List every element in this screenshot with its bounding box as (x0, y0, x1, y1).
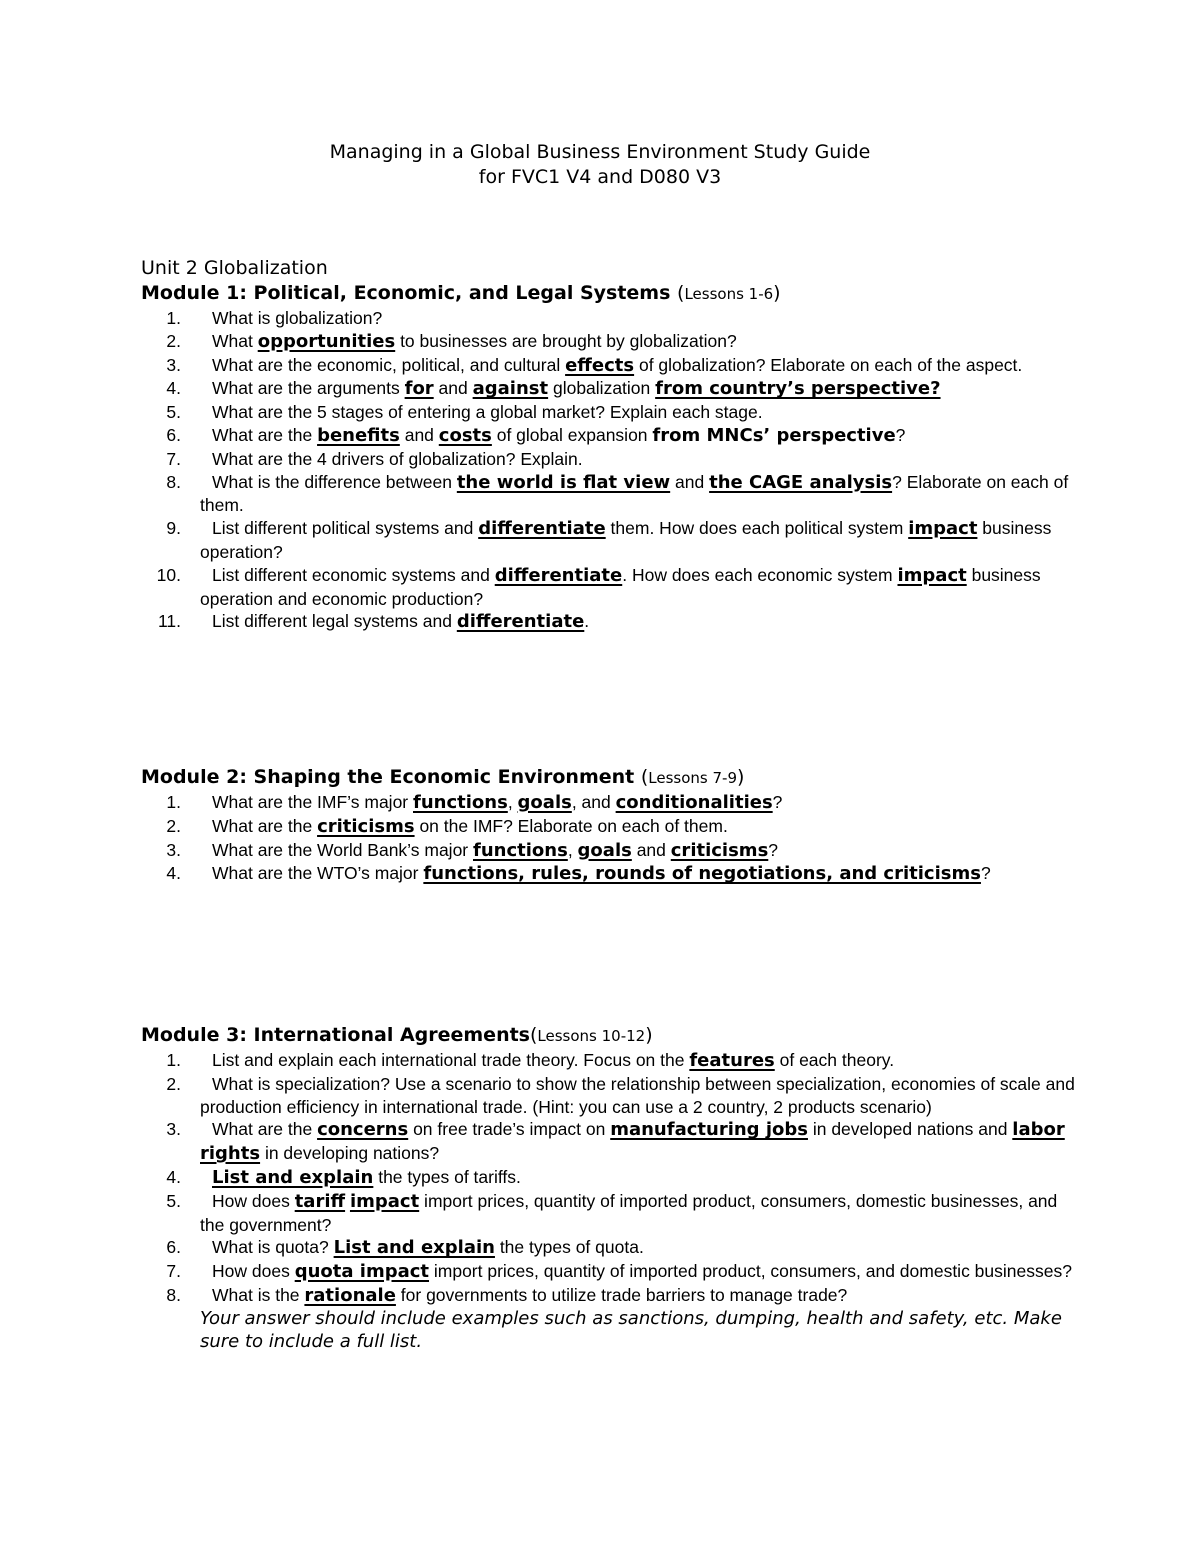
text-run: of globalization? Elaborate on each of the aspect. (634, 354, 1023, 375)
text-run: and (631, 839, 671, 860)
keyword: costs (438, 424, 492, 446)
keyword: conditionalities (615, 792, 773, 813)
question-text (212, 1167, 521, 1187)
question-text (212, 1237, 644, 1257)
question-item (141, 424, 1121, 448)
question-number: 3. (166, 1119, 181, 1140)
text-run: What are the 5 stages of entering a global market? Explain each stage. (212, 402, 763, 423)
keyword: the world is flat view (456, 471, 671, 493)
text-run: , (567, 839, 578, 860)
keyword: goals (517, 792, 572, 813)
module-3 (141, 1023, 1121, 1353)
text-run: What is specialization? Use a scenario to show the relationship between specialization, economies of scale and production efficiency in international trade. (Hint: you can use a 2 country, 2 products scenario) (200, 1073, 1075, 1117)
question-number: 4. (166, 863, 181, 884)
text-run: and (399, 424, 439, 445)
text-run: the types of tariffs. (373, 1166, 521, 1187)
question-item (141, 1049, 1121, 1073)
question-item (141, 354, 1121, 378)
keyword: criticisms (317, 815, 415, 837)
question-item (141, 1236, 1121, 1260)
title-line-1: Managing in a Global Business Environment Study Guide (329, 141, 871, 163)
question-item (141, 862, 1121, 886)
question-text (212, 402, 763, 422)
question-text (212, 792, 782, 812)
keyword: impact (349, 1190, 420, 1212)
text-run: business operation and economic production? (200, 564, 1041, 609)
question-number: 10. (156, 564, 181, 585)
text-run: , and (571, 792, 616, 812)
keyword: impact (908, 518, 978, 540)
question-text (200, 565, 1041, 609)
keyword: tariff (294, 1190, 346, 1212)
question-number: 1. (166, 308, 181, 328)
question-text (200, 518, 1051, 562)
text-run: . How does each economic system (622, 564, 898, 585)
question-number: 1. (166, 792, 181, 812)
text-run: What are the (212, 424, 318, 445)
question-text (200, 1119, 1065, 1163)
question-text (212, 840, 778, 860)
keyword: List and explain (333, 1237, 495, 1259)
keyword: List and explain (212, 1166, 374, 1188)
module-3-questions (141, 1049, 1121, 1353)
keyword: features (689, 1050, 775, 1071)
question-number: 8. (166, 1284, 181, 1305)
text-run: the types of quota. (494, 1237, 644, 1258)
question-item (141, 815, 1121, 839)
question-text (212, 331, 737, 351)
question-text (212, 816, 728, 836)
question-text (212, 1261, 1072, 1281)
keyword: differentiate (494, 564, 623, 586)
keyword: goals (577, 839, 632, 861)
text-run: What are the World Bank’s major (212, 839, 473, 860)
question-item (141, 377, 1121, 401)
text-run: of global expansion (491, 424, 653, 445)
module-1 (141, 281, 1121, 634)
module-2-heading: Module 2: Shaping the Economic Environment (Lessons 7-9) (141, 766, 745, 788)
question-text (212, 308, 382, 328)
text-run: How does (212, 1190, 295, 1211)
question-text (200, 1191, 1057, 1235)
text-run: to businesses are brought by globalization? (395, 330, 737, 351)
question-item (141, 791, 1121, 815)
text-run: in developing nations? (260, 1143, 440, 1164)
keyword: differentiate (478, 518, 606, 540)
question-item (141, 401, 1121, 424)
module-1-questions (141, 307, 1121, 634)
text-run: What is quota? (212, 1237, 334, 1258)
question-number: 7. (166, 1261, 181, 1282)
question-text (212, 378, 941, 398)
keyword: concerns (317, 1119, 409, 1141)
text-run: What are the 4 drivers of globalization? Explain. (212, 448, 583, 469)
keyword: criticisms (670, 839, 769, 861)
text-run: . (584, 611, 590, 632)
text-run: ? (980, 863, 991, 884)
keyword: manufacturing jobs (610, 1119, 808, 1141)
text-run: of each theory. (774, 1050, 895, 1070)
question-number: 4. (166, 378, 181, 399)
question-number: 2. (166, 330, 181, 351)
question-item (141, 839, 1121, 863)
question-text (212, 863, 991, 883)
question-number: 1. (166, 1050, 181, 1070)
question-item (141, 307, 1121, 330)
text-run: business operation? (200, 518, 1052, 562)
question-number: 8. (166, 471, 181, 492)
text-run: What is globalization? (212, 308, 383, 328)
question-item (141, 564, 1121, 611)
question-number: 6. (166, 1237, 181, 1258)
keyword: quota impact (294, 1261, 430, 1283)
module-3-lessons: Lessons 10-12 (537, 1027, 646, 1045)
keyword: labor rights (200, 1119, 1065, 1165)
question-item (141, 330, 1121, 354)
question-item (141, 1284, 1121, 1353)
question-number: 4. (166, 1166, 181, 1187)
module-2 (141, 765, 1121, 886)
text-run: on free trade’s impact on (408, 1119, 611, 1140)
question-item (141, 1118, 1121, 1166)
module-1-lessons: Lessons 1-6 (684, 285, 774, 303)
question-text (212, 611, 589, 631)
text-run: What are the (212, 815, 318, 836)
text-run: ? Elaborate on each of them. (200, 471, 1069, 516)
text-run: ? (768, 839, 779, 860)
module-1-heading: Module 1: Political, Economic, and Legal Systems (Lessons 1-6) (141, 282, 781, 304)
text-run: ? (772, 792, 783, 812)
text-run: , (507, 792, 518, 812)
keyword: impact (897, 564, 967, 586)
question-number: 7. (166, 448, 181, 469)
question-item (141, 1073, 1121, 1119)
text-run: What are the economic, political, and cultural (212, 354, 566, 375)
module-2-lessons: Lessons 7-9 (648, 769, 738, 787)
unit-heading: Unit 2 Globalization (141, 257, 328, 279)
keyword: for (404, 378, 434, 400)
document-title (0, 140, 1200, 190)
text-run: List and explain each international trade theory. Focus on the (212, 1050, 690, 1070)
text-run: globalization (548, 378, 656, 399)
text-run: import prices, quantity of imported product, consumers, and domestic businesses? (429, 1261, 1072, 1282)
text-run: What (212, 330, 258, 351)
question-number: 5. (166, 402, 181, 423)
text-run: List different legal systems and (212, 611, 457, 632)
module-2-questions (141, 791, 1121, 886)
keyword: differentiate (456, 611, 585, 633)
question-text (200, 472, 1068, 516)
question-number: 2. (166, 1073, 181, 1094)
keyword: functions (413, 792, 508, 813)
keyword: against (472, 378, 549, 400)
keyword: benefits (317, 424, 400, 446)
question-item (141, 610, 1121, 634)
keyword: opportunities (257, 330, 396, 352)
text-run: What is the (212, 1284, 305, 1305)
title-line-2: for FVC1 V4 and D080 V3 (478, 166, 722, 188)
question-number: 5. (166, 1190, 181, 1211)
text-run: ? (895, 424, 906, 445)
keyword: from country’s perspective? (655, 378, 941, 400)
text-run: List different economic systems and (212, 564, 495, 585)
keyword: effects (565, 354, 635, 376)
question-text (212, 449, 583, 469)
question-number: 11. (157, 611, 181, 632)
question-text (212, 425, 905, 445)
keyword: the CAGE analysis (709, 471, 893, 493)
text-run: How does (212, 1261, 295, 1282)
text-run: them. How does each political system (605, 518, 909, 539)
question-item (141, 471, 1121, 518)
text-run: What are the (212, 1119, 318, 1140)
text-run: on the IMF? Elaborate on each of them. (414, 815, 728, 836)
keyword: functions (473, 839, 568, 861)
text-run: for governments to utilize trade barriers to manage trade? (395, 1284, 848, 1305)
keyword: functions, rules, rounds of negotiations, and criticisms (423, 863, 981, 885)
question-number: 9. (166, 518, 181, 539)
text-run: What are the WTO’s major (212, 863, 424, 884)
question-item (141, 1166, 1121, 1190)
text-run: and (670, 471, 710, 492)
question-text (212, 1285, 847, 1305)
text-run: and (433, 378, 473, 399)
question-text (212, 355, 1022, 375)
text-run: in developed nations and (807, 1119, 1013, 1140)
text-run: List different political systems and (212, 518, 479, 539)
module-3-heading: Module 3: International Agreements(Lessons 10-12) (141, 1024, 653, 1046)
question-text (212, 1050, 894, 1070)
question-item (141, 517, 1121, 564)
keyword: rationale (304, 1284, 396, 1306)
question-item (141, 1190, 1121, 1237)
question-number: 3. (166, 839, 181, 860)
text-run: import prices, quantity of imported product, consumers, domestic businesses, and the government? (200, 1190, 1058, 1235)
question-text (200, 1074, 1075, 1117)
question-number: 3. (166, 354, 181, 375)
bold-phrase: from MNCs’ perspective (652, 424, 896, 446)
text-run: What are the arguments (212, 378, 405, 399)
text-run: What is the difference between (212, 471, 457, 492)
question-number: 6. (166, 424, 181, 445)
question-item (141, 448, 1121, 471)
question-number: 2. (166, 815, 181, 836)
question-item (141, 1260, 1121, 1284)
answer-note: Your answer should include examples such as sanctions, dumping, health and safety, etc. Make sure to include a full list. (200, 1307, 1062, 1352)
text-run: What are the IMF’s major (212, 792, 413, 812)
